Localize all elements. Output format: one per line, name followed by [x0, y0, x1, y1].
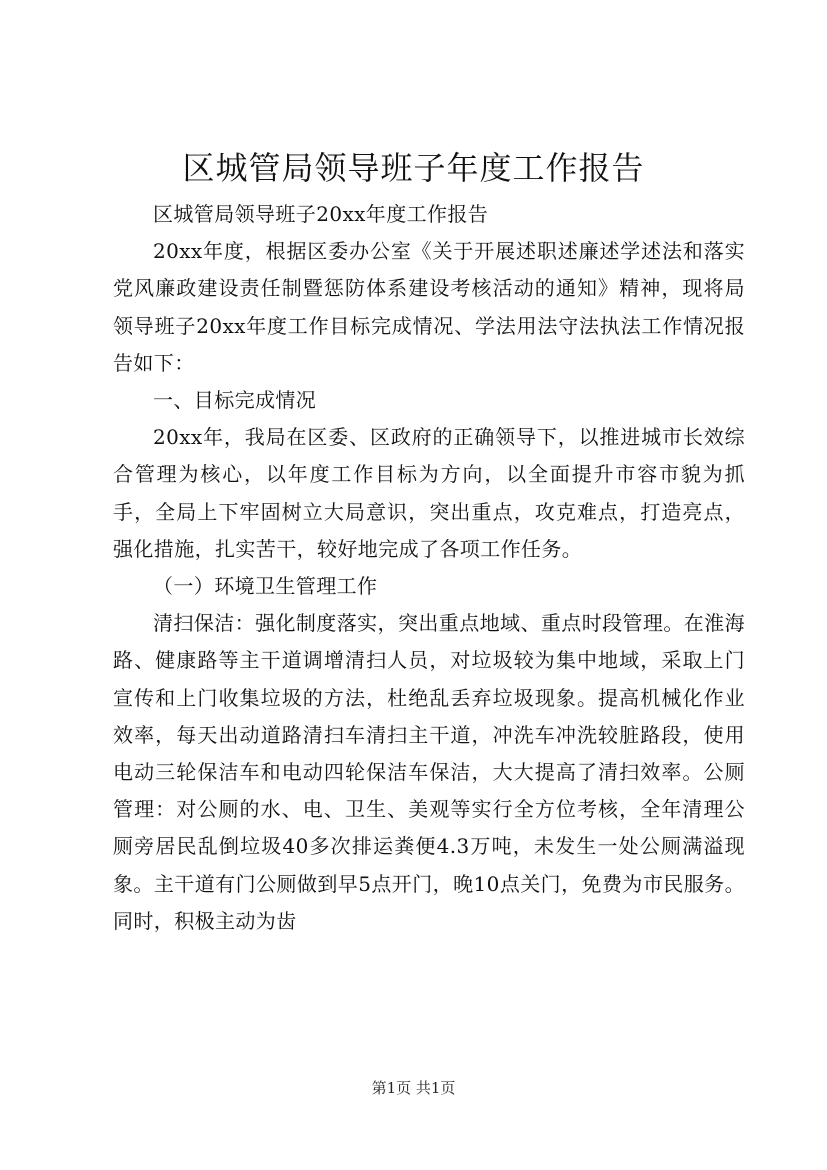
goals-paragraph: 20xx年，我局在区委、区政府的正确领导下，以推进城市长效综合管理为核心，以年度工作目标为方向，以全面提升市容市貌为抓手，全局上下牢固树立大局意识，突出重点，攻克难点，打造亮点，强化措施，扎实苦干，较好地完成了各项工作任务。	[113, 425, 745, 561]
intro-paragraph: 20xx年度，根据区委办公室《关于开展述职述廉述学述法和落实党风廉政建设责任制暨惩防体系建设考核活动的通知》精神，现将局领导班子20xx年度工作目标完成情况、学法用法守法执法工作情况报告如下：	[113, 239, 745, 375]
section-heading-goals: 一、目标完成情况	[153, 388, 317, 413]
document-body	[113, 196, 745, 940]
subsection-heading-sanitation: （一）环境卫生管理工作	[153, 574, 378, 599]
report-subtitle-paragraph: 区城管局领导班子20xx年度工作报告	[153, 202, 489, 226]
sanitation-paragraph: 清扫保洁：强化制度落实，突出重点地域、重点时段管理。在淮海路、健康路等主干道调增清扫人员，对垃圾较为集中地域，采取上门宣传和上门收集垃圾的方法，杜绝乱丢弃垃圾现象。提高机械化作业效率，每天出动道路清扫车清扫主干道，冲洗车冲洗较脏路段，使用电动三轮保洁车和电动四轮保洁车保洁，大大提高了清扫效率。公厕管理：对公厕的水、电、卫生、美观等实行全方位考核，全年清理公厕旁居民乱倒垃圾40多次排运粪便4.3万吨，未发生一处公厕满溢现象。主干道有门公厕做到早5点开门，晚10点关门，免费为市民服务。同时，积极主动为齿	[113, 611, 745, 933]
page-number-footer: 第1页 共1页	[371, 1079, 456, 1097]
document-title: 区城管局领导班子年度工作报告	[182, 149, 645, 187]
